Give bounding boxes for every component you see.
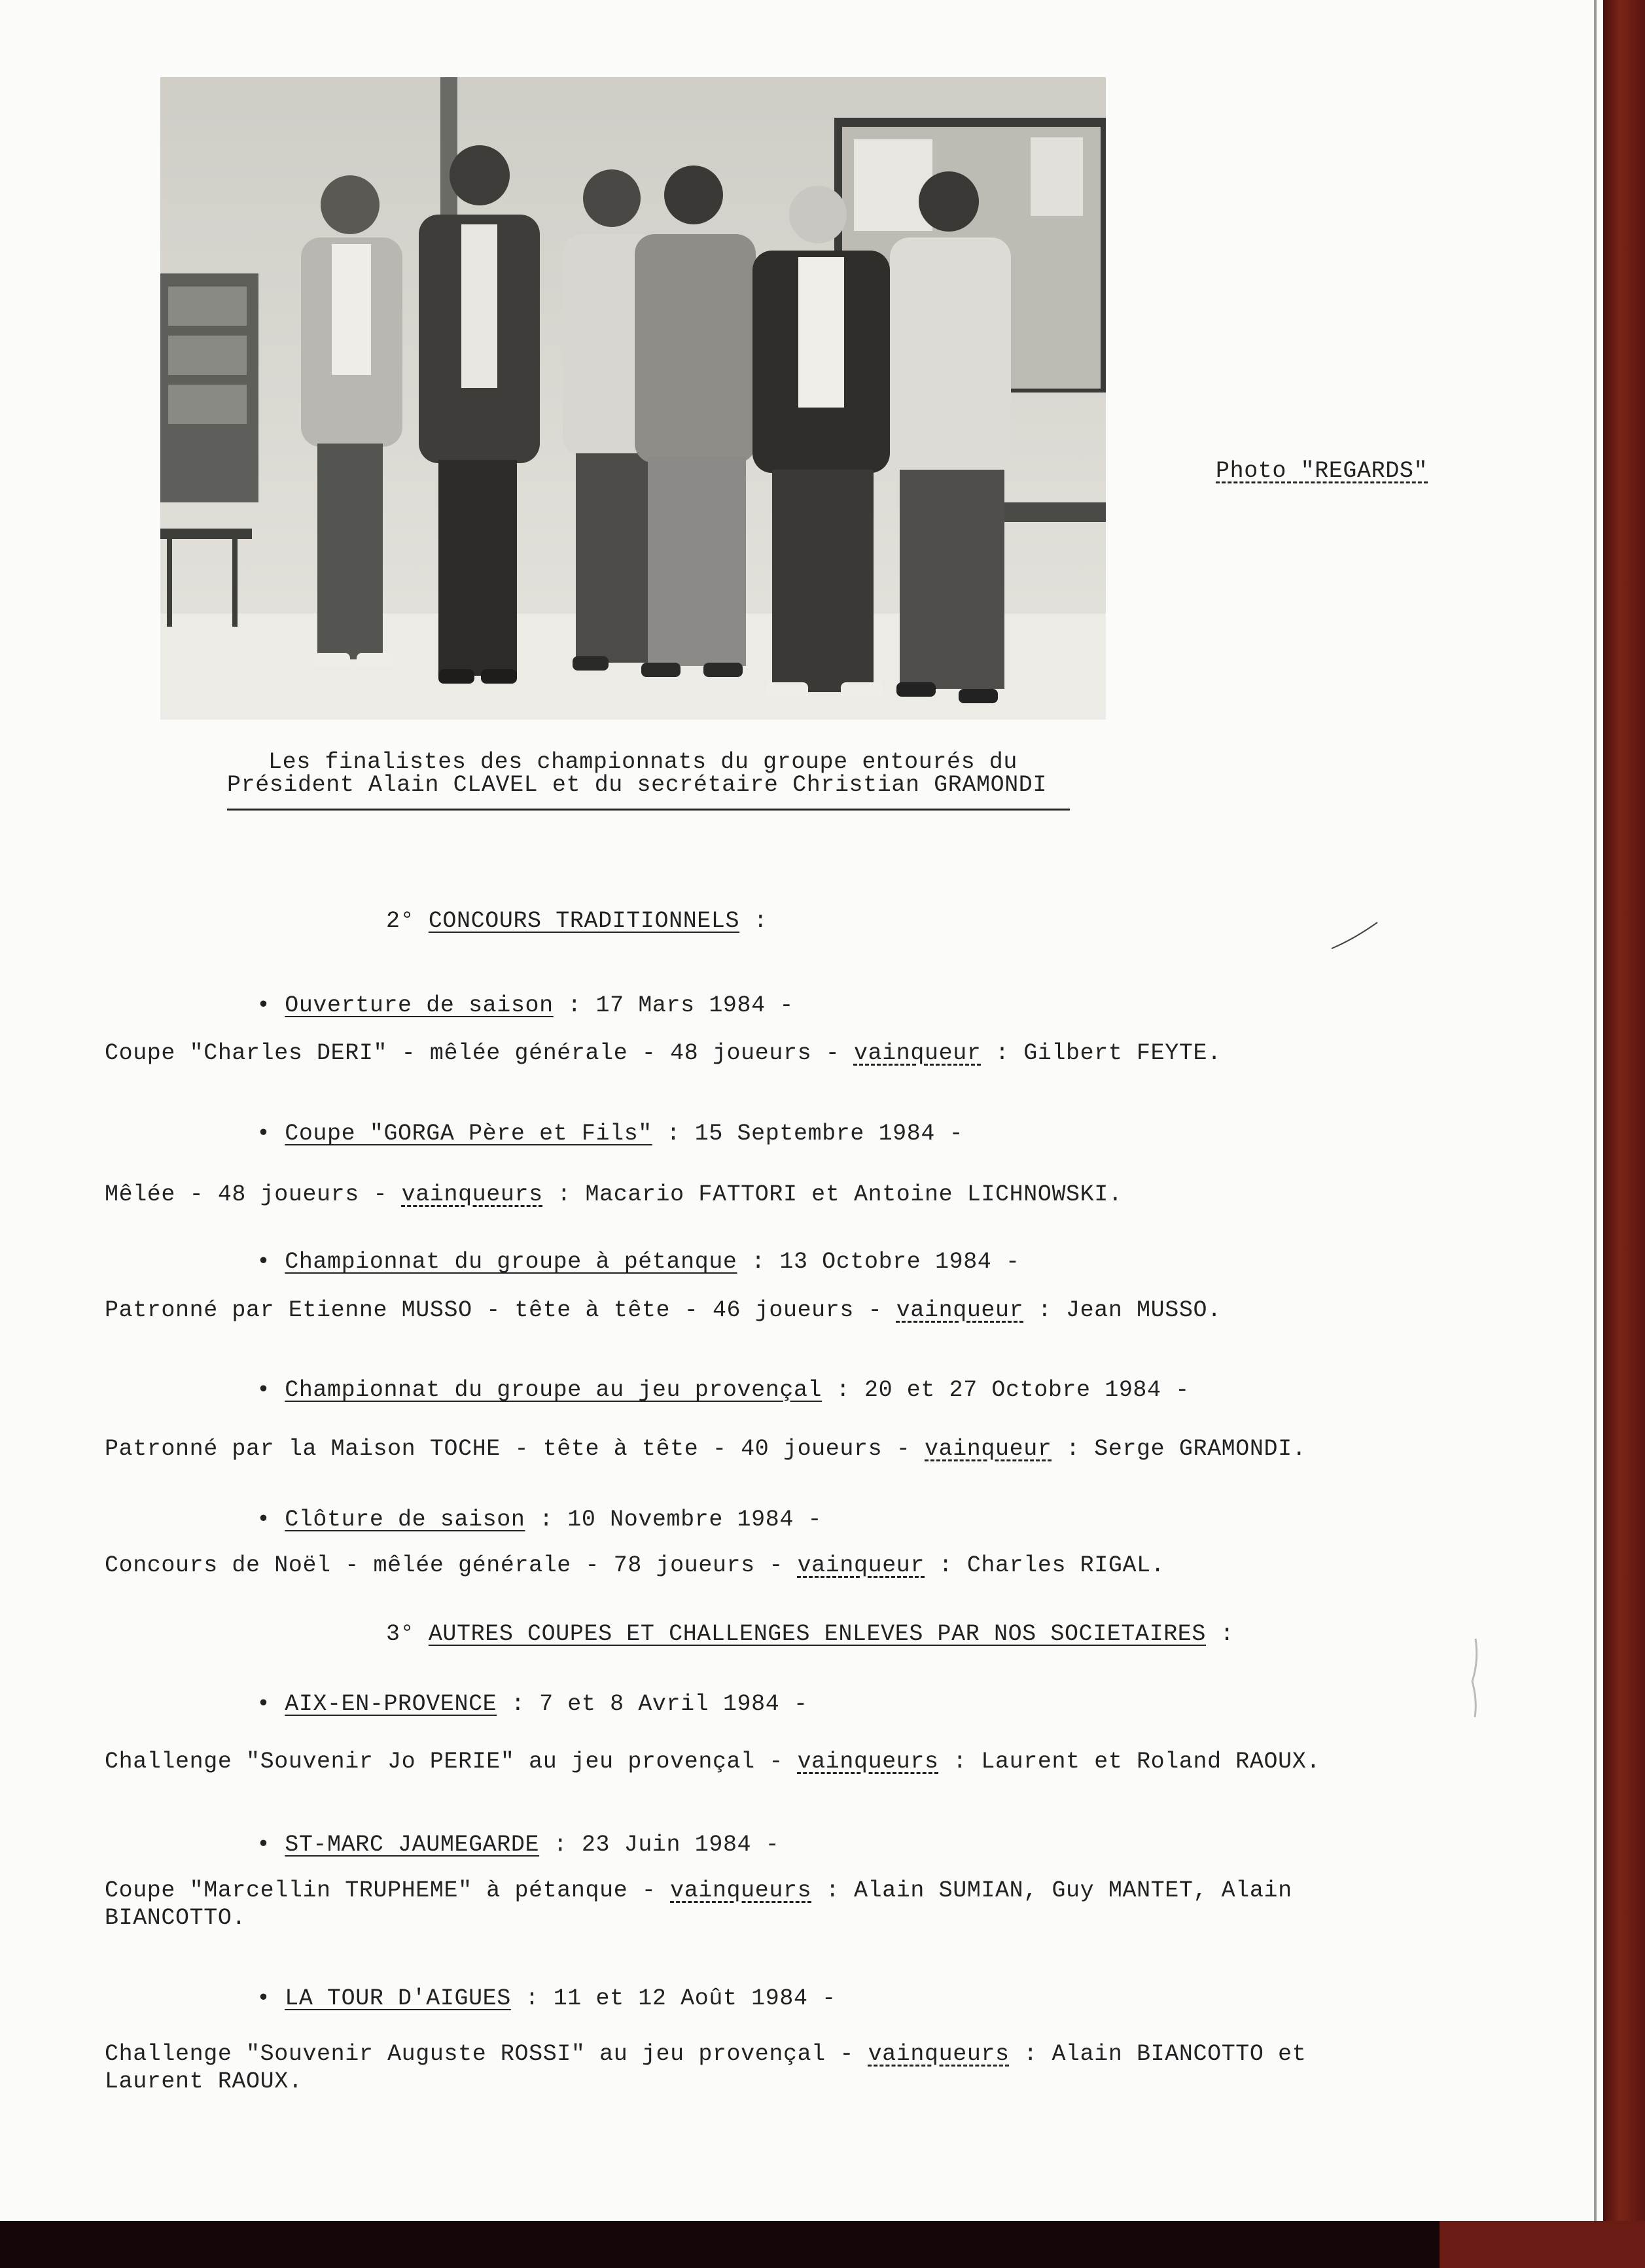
item-detail-la-tour-cont: Laurent RAOUX. [105,2068,303,2095]
item-detail-st-marc: Coupe "Marcellin TRUPHEME" à pétanque - vainqueurs : Alain SUMIAN, Guy MANTET, Alain [105,1877,1292,1904]
item-heading-cloture: • Clôture de saison : 10 Novembre 1984 - [256,1507,822,1533]
section-2-number: 2° [386,908,415,934]
section-2-title: CONCOURS TRADITIONNELS [428,908,740,934]
group-photo [160,77,1106,720]
photo-credit: Photo "REGARDS" [1216,458,1428,484]
item-detail-ouverture: Coupe "Charles DERI" - mêlée générale - 48 joueurs - vainqueur : Gilbert FEYTE. [105,1040,1222,1066]
item-detail-la-tour: Challenge "Souvenir Auguste ROSSI" au jeu provençal - vainqueurs : Alain BIANCOTTO et [105,2041,1307,2067]
section-2-heading [386,908,768,934]
item-detail-st-marc-cont: BIANCOTTO. [105,1905,247,1931]
item-detail-petanque: Patronné par Etienne MUSSO - tête à tête - 46 joueurs - vainqueur : Jean MUSSO. [105,1297,1222,1323]
scan-speck [1466,1635,1485,1720]
item-heading-ouverture: • Ouverture de saison : 17 Mars 1984 - [256,992,794,1019]
section-2-colon: : [753,908,768,934]
section-3-heading [386,1621,1234,1647]
caption-line-1: Les finalistes des championnats du groupe entourés du [268,749,1017,775]
item-detail-gorga: Mêlée - 48 joueurs - vainqueurs : Macario FATTORI et Antoine LICHNOWSKI. [105,1181,1123,1208]
item-heading-provencal: • Championnat du groupe au jeu provençal : 20 et 27 Octobre 1984 - [256,1377,1190,1403]
scan-background-bottom [0,2221,1645,2268]
item-detail-aix: Challenge "Souvenir Jo PERIE" au jeu provençal - vainqueurs : Laurent et Roland RAOUX. [105,1749,1320,1775]
pen-mark [1328,916,1381,955]
person-6 [890,171,1011,703]
section-3-title: AUTRES COUPES ET CHALLENGES ENLEVES PAR NOS SOCIETAIRES [428,1621,1207,1647]
item-detail-provencal: Patronné par la Maison TOCHE - tête à tête - 40 joueurs - vainqueur : Serge GRAMONDI. [105,1436,1307,1462]
item-heading-petanque: • Championnat du groupe à pétanque : 13 Octobre 1984 - [256,1249,1020,1275]
caption-underline [227,809,1070,811]
item-heading-aix: • AIX-EN-PROVENCE : 7 et 8 Avril 1984 - [256,1691,808,1717]
item-heading-st-marc: • ST-MARC JAUMEGARDE : 23 Juin 1984 - [256,1832,780,1858]
item-heading-gorga: • Coupe "GORGA Père et Fils" : 15 Septembre 1984 - [256,1121,964,1147]
item-heading-la-tour: • LA TOUR D'AIGUES : 11 et 12 Août 1984 - [256,1985,836,2012]
section-3-colon: : [1220,1621,1235,1647]
person-5 [752,186,890,697]
person-4 [635,166,756,677]
item-detail-cloture: Concours de Noël - mêlée générale - 78 joueurs - vainqueur : Charles RIGAL. [105,1552,1165,1579]
section-3-number: 3° [386,1621,415,1647]
page-edge [1594,0,1597,2221]
scan-background-right [1603,0,1645,2268]
caption-line-2: Président Alain CLAVEL et du secrétaire Christian GRAMONDI [227,772,1047,798]
